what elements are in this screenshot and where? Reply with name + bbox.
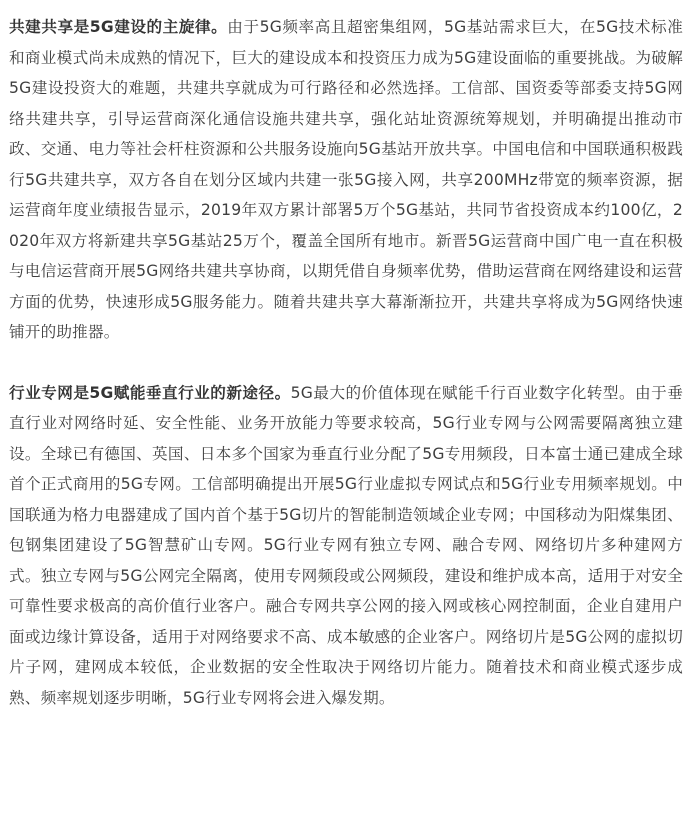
paragraph-co-construction [9, 12, 683, 348]
paragraph-lead-heading: 共建共享是5G建设的主旋律。 [9, 18, 228, 36]
paragraph-lead-heading: 行业专网是5G赋能垂直行业的新途径。 [9, 383, 291, 402]
paragraph-industry-private-network [9, 378, 683, 714]
paragraph-text: 由于5G频率高且超密集组网，5G基站需求巨大，在5G技术标准和商业模式尚未成熟的情况下，巨大的建设成本和投资压力成为5G建设面临的重要挑战。为破解5G建设投资大的难题，共建共享就成为可行路径和必然选择。工信部、国资委等部委支持5G网络共建共享，引导运营商深化通信设施共建共享，强化站址资源统筹规划，并明确提出推动市政、交通、电力等社会杆柱资源和公共服务设施向5G基站开放共享。中国电信和中国联通积极践行5G共建共享，双方各自在划分区域内共建一张5G接入网，共享200MHz带宽的频率资源，据运营商年度业绩报告显示，2019年双方累计部署5万个5G基站，共同节省投资成本约100亿，2020年双方将新建共享5G基站25万个，覆盖全国所有地市。新晋5G运营商中国广电一直在积极与电信运营商开展5G网络共建共享协商，以期凭借自身频率优势，借助运营商在网络建设和运营方面的优势，快速形成5G服务能力。随着共建共享大幕渐渐拉开，共建共享将成为5G网络快速铺开的助推器。 [9, 18, 683, 341]
article-body [9, 12, 683, 713]
paragraph-text: 5G最大的价值体现在赋能千行百业数字化转型。由于垂直行业对网络时延、安全性能、业务开放能力等要求较高，5G行业专网与公网需要隔离独立建设。全球已有德国、英国、日本多个国家为垂直行业分配了5G专用频段，日本富士通已建成全球首个正式商用的5G专网。工信部明确提出开展5G行业虚拟专网试点和5G行业专用频率规划。中国联通为格力电器建成了国内首个基于5G切片的智能制造领域企业专网；中国移动为阳煤集团、包钢集团建设了5G智慧矿山专网。5G行业专网有独立专网、融合专网、网络切片多种建网方式。独立专网与5G公网完全隔离，使用专网频段或公网频段，建设和维护成本高，适用于对安全可靠性要求极高的高价值行业客户。融合专网共享公网的接入网或核心网控制面，企业自建用户面或边缘计算设备，适用于对网络要求不高、成本敏感的企业客户。网络切片是5G公网的虚拟切片子网，建网成本较低，企业数据的安全性取决于网络切片能力。随着技术和商业模式逐步成熟、频率规划逐步明晰，5G行业专网将会进入爆发期。 [9, 383, 683, 707]
